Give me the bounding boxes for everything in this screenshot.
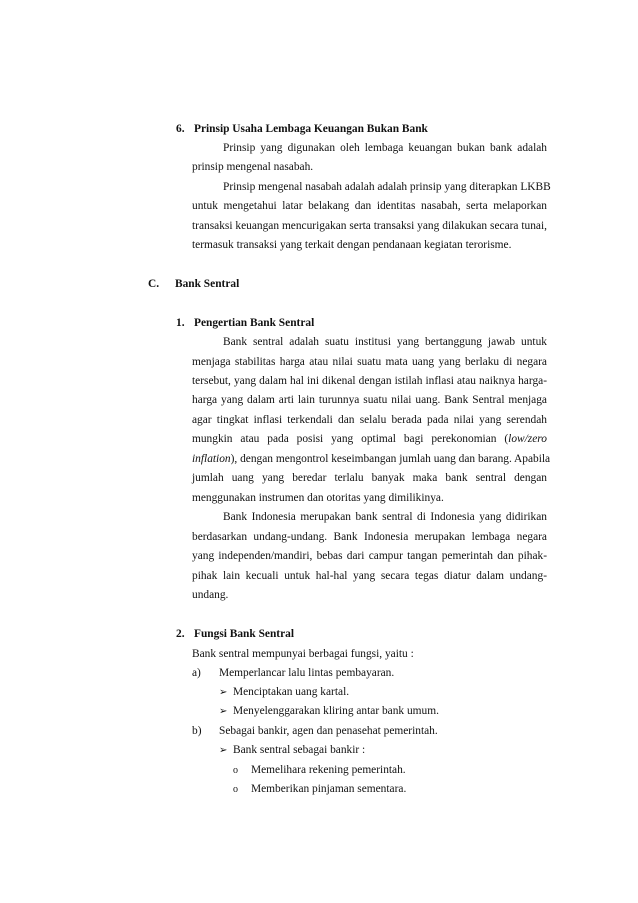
paragraph-line: yang independen/mandiri, bebas dari campur tangan pemerintah dan pihak-: [192, 550, 547, 562]
section-1-title: Pengertian Bank Sentral: [194, 317, 315, 329]
section-2-heading: [176, 629, 294, 640]
arrow-bullet-icon: ➢: [219, 687, 228, 698]
paragraph-line: [192, 434, 547, 445]
paragraph-line: termasuk transaksi yang terkait dengan pendanaan kegiatan terorisme.: [192, 239, 512, 251]
sub-list-item: Menyelenggarakan kliring antar bank umum.: [233, 705, 439, 717]
list-item-b: Sebagai bankir, agen dan penasehat pemerintah.: [219, 725, 438, 737]
paragraph-line: agar tingkat inflasi terkendali dan selalu berada pada nilai yang serendah: [192, 414, 547, 426]
arrow-bullet-icon: ➢: [219, 745, 228, 756]
paragraph-line: berdasarkan undang-undang. Bank Indonesia merupakan lembaga negara: [192, 531, 547, 543]
sub-sub-list-item: Memelihara rekening pemerintah.: [251, 764, 406, 776]
paragraph-line: prinsip mengenal nasabah.: [192, 161, 314, 173]
arrow-bullet-icon: ➢: [219, 706, 228, 717]
list-marker-a: a): [192, 667, 201, 679]
paragraph-line: menjaga stabilitas harga atau nilai suatu mata uang yang berlaku di negara: [192, 356, 547, 368]
sub-list-heading: Bank sentral sebagai bankir :: [233, 744, 366, 756]
section-2-number: 2.: [176, 628, 185, 640]
paragraph-line: Bank sentral adalah suatu institusi yang bertanggung jawab untuk: [223, 336, 547, 348]
circle-bullet-icon: o: [233, 765, 238, 776]
paragraph-line: pihak lain kecuali untuk hal-hal yang secara tegas diatur dalam undang-: [192, 570, 547, 582]
sub-sub-list-item: Memberikan pinjaman sementara.: [251, 783, 407, 795]
line-text: ), dengan mengontrol keseimbangan jumlah uang dan barang. Apabila: [230, 453, 551, 465]
paragraph-line: undang.: [192, 589, 229, 601]
intro-text: Bank sentral mempunyai berbagai fungsi, yaitu :: [192, 648, 414, 660]
paragraph-line: transaksi keuangan mencurigakan serta transaksi yang dilakukan secara tunai,: [192, 220, 547, 232]
section-1-heading: [176, 318, 314, 329]
section-c-heading: [148, 279, 239, 290]
circle-bullet-icon: o: [233, 784, 238, 795]
paragraph-line: jumlah uang yang beredar terlalu banyak maka bank sentral dengan: [192, 472, 547, 484]
section-2-title: Fungsi Bank Sentral: [194, 628, 295, 640]
list-marker-b: b): [192, 725, 202, 737]
paragraph-line: Prinsip mengenal nasabah adalah adalah prinsip yang diterapkan LKBB: [223, 181, 551, 193]
italic-term: low/zero: [508, 433, 547, 445]
section-6-title: Prinsip Usaha Lembaga Keuangan Bukan Bank: [194, 123, 428, 135]
paragraph-line: untuk mengetahui latar belakang dan identitas nasabah, serta melaporkan: [192, 200, 547, 212]
section-6-heading: [176, 124, 428, 135]
sub-list-item: Menciptakan uang kartal.: [233, 686, 350, 698]
paragraph-line: menggunakan instrumen dan otoritas yang dimilikinya.: [192, 492, 444, 504]
line-text: mungkin atau pada posisi yang optimal bagi perekonomian (: [192, 433, 509, 445]
section-1-number: 1.: [176, 317, 185, 329]
section-c-title: Bank Sentral: [175, 278, 240, 290]
section-6-number: 6.: [176, 123, 185, 135]
italic-term: inflation: [192, 453, 231, 465]
paragraph-line: tersebut, yang dalam hal ini dikenal dengan istilah inflasi atau naiknya harga-: [192, 375, 547, 387]
section-c-label: C.: [148, 278, 160, 290]
paragraph-line: Bank Indonesia merupakan bank sentral di Indonesia yang didirikan: [223, 511, 547, 523]
paragraph-line: harga yang dalam arti lain turunnya suatu nilai uang. Bank Sentral menjaga: [192, 394, 547, 406]
paragraph-line: Prinsip yang digunakan oleh lembaga keuangan bukan bank adalah: [223, 142, 547, 154]
list-item-a: Memperlancar lalu lintas pembayaran.: [219, 667, 395, 679]
paragraph-line: [192, 453, 551, 465]
